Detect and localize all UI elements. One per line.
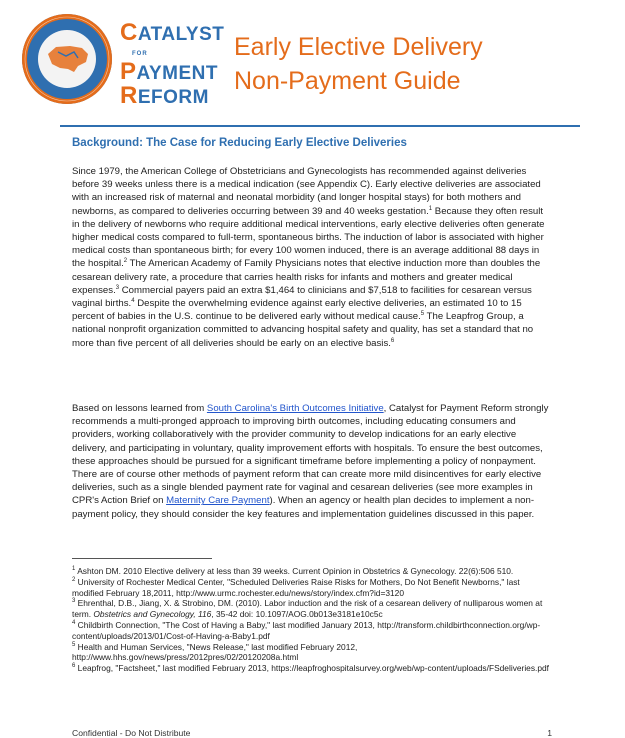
footnote-6 <box>72 663 552 674</box>
cpr-logo-badge <box>22 14 112 104</box>
footnote-3 <box>72 598 552 620</box>
footnote-4 <box>72 620 552 642</box>
footnote-ref-2[interactable]: 2 <box>123 258 128 265</box>
footnote-text: Childbirth Connection, "The Cost of Having a Baby," last modified January 2013, http://transform.childbirthconnection.org/wp-content/uploads/2013/01/Cost-of-Having-a-Baby1.pdf <box>72 619 541 641</box>
cpr-logo-wordmark: CATALYST FOR PAYMENT REFORM <box>120 19 225 109</box>
footnote-ref-3[interactable]: 3 <box>115 284 120 291</box>
footnote-text-doi: , 35-42 doi: 10.1097/AOG.0b013e3181e10c5c <box>211 609 383 620</box>
page-number: 1 <box>547 728 552 738</box>
footnote-number: 4 <box>72 620 76 627</box>
p1-sentence-4: Commercial payers paid an extra $1,464 to clinicians and $7,518 to facilities for cesarean versus vaginal births. <box>72 284 532 310</box>
footnote-ref-1[interactable]: 1 <box>428 205 433 212</box>
document-title <box>234 30 483 98</box>
footnote-journal: Obstetrics and Gynecology, 116 <box>93 609 212 620</box>
footnote-ref-6[interactable]: 6 <box>390 337 395 344</box>
logo-for: FOR <box>132 51 148 57</box>
section-heading: Background: The Case for Reducing Early Elective Deliveries <box>72 137 407 149</box>
logo-letter-r: R <box>120 82 138 109</box>
logo-letter-p: P <box>120 58 137 85</box>
footnotes <box>72 566 552 674</box>
footnote-text: Ashton DM. 2010 Elective delivery at less than 39 weeks. Current Opinion in Obstetrics & Gynecology. 22(6):506 510. <box>77 566 514 576</box>
p1-sentence-1: Since 1979, the American College of Obstetricians and Gynecologists has recommended against deliveries before 39 weeks unless there is a medical indication (see Appendix C). Early elective deliveries are associated with an increased risk of maternal and neonatal morbidity (and longer hospital stays) for both mothers and newborns, as compared to deliveries occurring between 39 and 40 weeks gestation. <box>72 166 541 217</box>
p1-sentence-6: The Leapfrog Group, a national nonprofit organization committed to advancing hospital safety and quality, has set a standard that no more than five percent of all deliveries should be early on an elective basis. <box>72 311 534 349</box>
p2-body: , Catalyst for Payment Reform strongly recommends a multi-pronged approach to improving birth outcomes, including educating consumers and providers, working collaboratively with the provider community to develop indications for an early elective delivery, and participating in voluntary, quality improvement efforts with hospitals. To ensure the best outcomes, these approaches should be pursued for a significant timeframe before implementing a policy of nonpayment. There are of course other methods of payment reform that can create more mild disincentives for early elective deliveries, such as a single blended payment rate for vaginal and cesarean deliveries (see more examples in CPR's Action Brief on <box>72 403 549 507</box>
footnote-ref-4[interactable]: 4 <box>131 297 135 304</box>
footnote-number: 3 <box>72 598 76 605</box>
p2-conclusion: ). When an agency or health plan decides to implement a non-payment policy, they should consider the key features and implementation guidelines discussed in this paper. <box>72 495 535 520</box>
footnote-2 <box>72 577 552 599</box>
footnote-text: University of Rochester Medical Center, "Scheduled Deliveries Raise Risks for Mothers, Do Not Benefit Newborns," last modified February 18,2011, http://www.urmc.rochester.edu/news/story/index.cfm?id=3120 <box>72 576 520 598</box>
footnote-5 <box>72 642 552 664</box>
confidential-notice: Confidential - Do Not Distribute <box>72 728 191 738</box>
footnote-text: Health and Human Services, "News Release," last modified February 2012, http://www.hhs.gov/news/press/2012pres/02/20120208a.html <box>72 641 358 663</box>
header-divider <box>60 125 580 127</box>
title-line-1: Early Elective Delivery <box>234 33 483 61</box>
footnote-number: 6 <box>72 663 76 670</box>
title-line-2: Non-Payment Guide <box>234 67 461 95</box>
footnote-text: Leapfrog, "Factsheet," last modified February 2013, https://leapfroghospitalsurvey.org/web/wp-content/uploads/FSdeliveries.pdf <box>77 663 549 674</box>
p2-intro: Based on lessons learned from <box>72 403 207 414</box>
usa-map-icon <box>22 14 112 104</box>
page-footer <box>72 728 552 738</box>
p1-sentence-5: Despite the overwhelming evidence against early elective deliveries, an estimated 10 to 15 percent of babies in the U.S. continue to be delivered early without medical cause. <box>72 298 522 323</box>
background-paragraph-1 <box>72 165 552 350</box>
logo-letter-c: C <box>120 19 138 46</box>
maternity-care-payment-link[interactable]: Maternity Care Payment <box>166 495 270 507</box>
birth-outcomes-initiative-link[interactable]: South Carolina's Birth Outcomes Initiative <box>206 403 384 414</box>
footnote-number: 1 <box>72 566 76 573</box>
footnote-number: 5 <box>72 641 76 648</box>
footnote-divider <box>72 558 212 559</box>
background-paragraph-2 <box>72 402 552 521</box>
p1-sentence-2: Because they often result in the delivery of newborns who require additional medical interventions, early elective deliveries often generate higher medical costs compared to full-term, spontaneous births. The induction of labor is associated with higher medical costs than spontaneous birth; for every 100 women induced, there is an average additional 88 days in the hospital. <box>72 205 545 270</box>
footnote-text: Ehrenthal, D.B., Jiang, X. & Strobino, DM. (2010). Labor induction and the risk of a cesarean delivery of nulliparous women at term. <box>72 598 543 620</box>
footnote-ref-5[interactable]: 5 <box>420 311 425 318</box>
p1-sentence-3: The American Academy of Family Physicians notes that elective induction more than doubles the cesarean delivery rate, a procedure that carries health risks for infants and mothers and greater medical expenses. <box>72 258 541 296</box>
footnote-number: 2 <box>72 577 76 583</box>
footnote-1 <box>72 566 552 577</box>
